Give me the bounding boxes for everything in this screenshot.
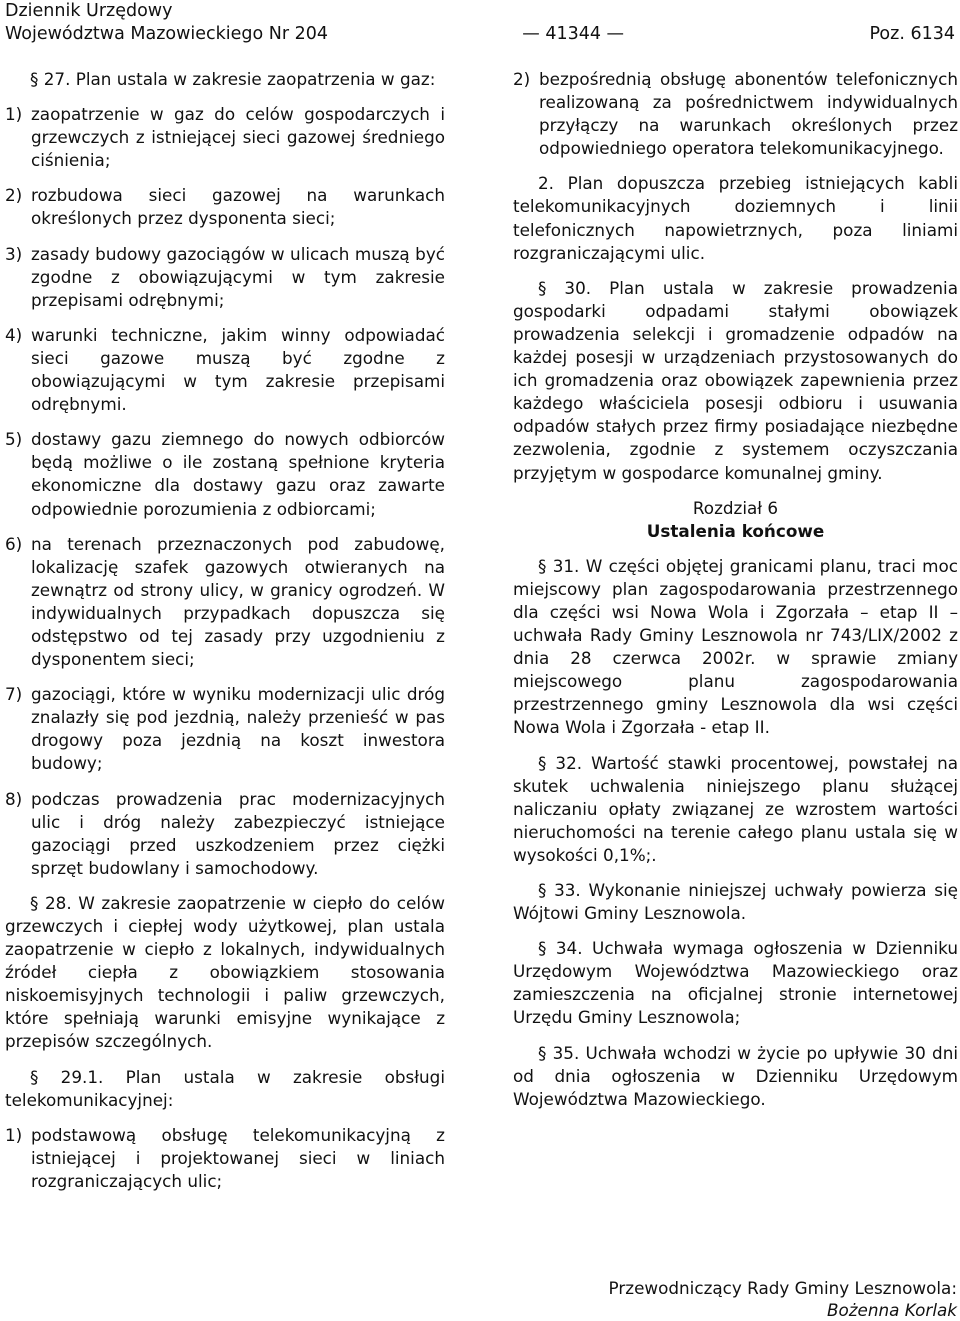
list-item-number: 3) <box>5 243 23 264</box>
section-34: § 34. Uchwała wymaga ogłoszenia w Dzienniku Urzędowym Województwa Mazowieckiego oraz zamieszczenia na oficjalnej stronie internetowej Urzędu Gminy Lesznowola; <box>513 938 958 1028</box>
section-30: § 30. Plan ustala w zakresie prowadzenia gospodarki odpadami stałymi obowiązek prowadzenia selekcji i gromadzenie odpadów na każdej posesji w urządzeniach przystosowanych do ich gromadzenia oraz obowiązek zapewnienia przez każdego właściciela posesji odbioru i usuwania odpadów stałych przez firmy posiadające niezbędne zezwolenia, zgodnie z systemem oczyszczania przyjętym w gospodarce komunalnej gminy. <box>513 277 958 483</box>
journal-issue: Województwa Mazowieckiego Nr 204 <box>5 24 329 44</box>
list-item-text: rozbudowa sieci gazowej na warunkach określonych przez dysponenta sieci; <box>31 185 445 229</box>
list-item-number: 2) <box>5 185 23 206</box>
signatory-name: Bożenna Korlak <box>826 1300 957 1320</box>
list-item-number: 5) <box>5 429 23 450</box>
list-item-text: na terenach przeznaczonych pod zabudowę, lokalizację szafek gazowych otwieranych na zewnątrz od strony ulicy, w granicy ogrodzeń. W indywidualnych przypadkach dopuszcza się odstępstwo od tej zasady przy uzgodnieniu z dysponentem sieci; <box>31 533 445 670</box>
list-item <box>5 324 445 416</box>
list-item <box>5 533 445 672</box>
list-item <box>5 1124 445 1193</box>
section-35: § 35. Uchwała wchodzi w życie po upływie 30 dni od dnia ogłoszenia w Dzienniku Urzędowym Województwa Mazowieckiego. <box>513 1042 958 1109</box>
chapter-title: Ustalenia końcowe <box>646 520 825 541</box>
list-item-text: podczas prowadzenia prac modernizacyjnych ulic i dróg należy zabezpieczyć istniejące gazociągi przed uszkodzeniem przez ciężki sprzęt budowlany i samochodowy. <box>31 788 445 878</box>
list-item <box>5 788 445 880</box>
list-item <box>5 184 445 230</box>
list-item-number: 2) <box>513 69 531 89</box>
section-32: § 32. Wartość stawki procentowej, powstałej na skutek uchwalenia niniejszego planu służącej naliczaniu opłaty związanej ze wzrostem wartości nieruchomości na terenie całego planu ustala się w wysokości 0,1%;. <box>513 752 958 865</box>
list-item-text: podstawową obsługę telekomunikacyjną z istniejącej i projektowanej sieci w liniach rozgraniczających ulic; <box>31 1124 445 1191</box>
list-item <box>5 683 445 775</box>
header-row <box>5 23 955 46</box>
page-number: — 41344 — <box>522 24 625 44</box>
section-29-intro: § 29.1. Plan ustala w zakresie obsługi telekomunikacyjnej: <box>5 1066 445 1110</box>
section-31: § 31. W części objętej granicami planu, traci moc miejscowy plan zagospodarowania przestrzennego dla części wsi Nowa Wola i Zgorzała – etap II – uchwała Rady Gminy Lesznowola nr 743/LIX/2002 z dnia 28 czerwca 2002r. w sprawie zmiany miejscowego planu zagospodarowania przestrzennego gminy Lesznowola dla wsi części Nowa Wola i Zgorzała - etap II. <box>513 555 958 738</box>
list-item <box>5 243 445 312</box>
journal-title: Dziennik Urzędowy <box>5 1 173 21</box>
list-item-number: 8) <box>5 788 23 809</box>
list-item-number: 1) <box>5 104 23 125</box>
left-column <box>5 68 445 1205</box>
list-item-text: zaopatrzenie w gaz do celów gospodarczych i grzewczych z istniejącej sieci gazowej średniego ciśnienia; <box>31 104 445 171</box>
list-item-text: gazociągi, które w wyniku modernizacji ulic dróg znalazły się pod jezdnią, należy przenieść w pas drogowy poza jezdnią na koszt inwestora budowy; <box>31 684 445 774</box>
page-header <box>5 0 955 46</box>
list-item-number: 1) <box>5 1124 23 1145</box>
list-item-text: bezpośrednią obsługę abonentów telefonicznych realizowaną za pośrednictwem indywidualnych przyłączy na warunkach określonych przez odpowiedniego operatora telekomunikacyjnego. <box>539 69 958 159</box>
list-item-number: 4) <box>5 324 23 345</box>
list-item <box>5 103 445 172</box>
signature-block <box>609 1277 957 1321</box>
section-28: § 28. W zakresie zaopatrzenie w ciepło do celów grzewczych i ciepłej wody użytkowej, plan ustala zaopatrzenie w ciepło z lokalnych, indywidualnych źródeł ciepła z obowiązkiem stosowania niskoemisyjnych technologii i paliw grzewczych, które spełniają warunki emisyjne wynikające z przepisów szczególnych. <box>5 892 445 1052</box>
list-item-number: 7) <box>5 684 23 705</box>
signatory-role: Przewodniczący Rady Gminy Lesznowola: <box>608 1278 957 1298</box>
list-item-number: 6) <box>5 533 23 554</box>
list-item <box>513 68 958 160</box>
section-33: § 33. Wykonanie niniejszej uchwały powierza się Wójtowi Gminy Lesznowola. <box>513 880 958 924</box>
list-item-text: dostawy gazu ziemnego do nowych odbiorców będą możliwe o ile zostaną spełnione kryteria ekonomiczne dla dostawy gazu oraz zawarte odpowiednie porozumienia z odbiorcami; <box>31 429 445 519</box>
section-29-2: 2. Plan dopuszcza przebieg istniejących kabli telekomunikacyjnych doziemnych i linii telefonicznych napowietrznych, poza liniami rozgraniczającymi ulic. <box>513 173 958 263</box>
chapter-number: Rozdział 6 <box>692 497 779 518</box>
right-column <box>513 68 958 1123</box>
list-item-text: warunki techniczne, jakim winny odpowiadać sieci gazowe muszą być zgodne z obowiązującymi w tym zakresie przepisami odrębnymi. <box>31 324 445 415</box>
section-27-intro: § 27. Plan ustala w zakresie zaopatrzenia w gaz: <box>30 69 436 89</box>
list-item-text: zasady budowy gazociągów w ulicach muszą być zgodne z obowiązującymi w tym zakresie przepisami odrębnymi; <box>31 243 445 310</box>
list-item <box>5 428 445 520</box>
position-number: Poz. 6134 <box>869 24 955 44</box>
